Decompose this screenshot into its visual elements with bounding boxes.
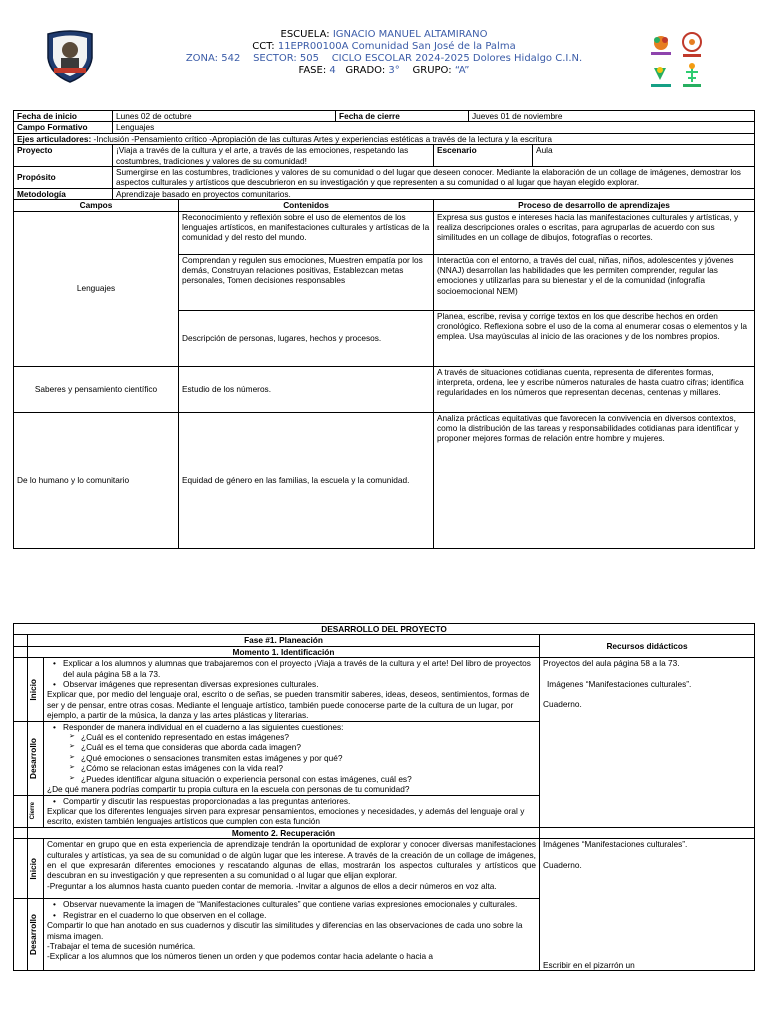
fecha-cierre-label: Fecha de cierre	[336, 111, 469, 122]
grado-value: 3°	[388, 65, 400, 76]
m1-inicio-row	[14, 658, 755, 721]
col-contenidos: Contenidos	[179, 200, 434, 211]
ejes-cell	[14, 133, 755, 144]
contenido-cell: Reconocimiento y reflexión sobre el uso de elementos de los lenguajes artísticos, en manifestaciones culturales y artísticas de la comunidad y del resto del mundo.	[179, 211, 434, 254]
m1-cierre-content	[44, 795, 540, 827]
list-item: ➢ ¿Cuál es el contenido representado en estas imágenes?	[81, 732, 536, 742]
list-item: ➢ ¿Qué emociones o sensaciones transmiten estas imágenes y por qué?	[81, 753, 536, 763]
desarrollo-table	[13, 623, 755, 971]
col-header-row	[14, 200, 755, 211]
proceso-cell: Planea, escribe, revisa y corrige textos en los que describe hechos en orden cronológico. Reflexiona sobre el uso de la coma al enumerar cosas o elementos y la emplea. Usa mayúsculas al inicio de las oraciones y de los nombres propios.	[434, 310, 755, 366]
zona-label: ZONA:	[185, 53, 219, 64]
nem-logos	[646, 30, 708, 96]
school-line	[120, 29, 648, 41]
school-info	[120, 29, 648, 77]
proceso-cell: A través de situaciones cotidianas cuenta, representa de diferentes formas, interpreta, ordena, lee y escribe números naturales de hasta cuatro cifras; identifica regularidades en los números que representan decenas, centenas y millares.	[434, 366, 755, 412]
cct-label: CCT:	[252, 41, 275, 52]
recurso-item: Cuaderno.	[543, 859, 582, 870]
paragraph: -Trabajar el tema de sucesión numérica.	[47, 940, 196, 951]
sector-label: SECTOR:	[253, 53, 297, 64]
m1-desarrollo-content	[44, 721, 540, 795]
paragraph: Explicar que los diferentes lenguajes sirven para expresar pensamientos, emociones y necesidades, y además del lenguaje oral y escrito, existen también lenguajes artísticos que cumplen con esta función	[47, 805, 525, 827]
col-campos: Campos	[14, 200, 179, 211]
grado-label: GRADO:	[345, 65, 386, 76]
desarrollo-title: DESARROLLO DEL PROYECTO	[14, 624, 755, 635]
ejes-row	[14, 133, 755, 144]
sector-value: 505	[299, 53, 319, 64]
proceso-cell: Expresa sus gustos e intereses hacia las manifestaciones culturales y artísticas, y realiza descripciones orales o escritas, para agruparlas de acuerdo con sus similitudes en un collage de dibujos, fotografías o recortes.	[434, 211, 755, 254]
proceso-cell: Analiza prácticas equitativas que favorecen la convivencia en diversos contextos, como la distribución de las tareas y responsabilidades cotidianas para identificar y proponer mejores formas de relación entre hombre y mujeres.	[434, 412, 755, 548]
school-label: ESCUELA:	[280, 29, 330, 40]
proposito-row	[14, 167, 755, 189]
campo-saberes: Saberes y pensamiento científico	[14, 366, 179, 412]
escenario-label: Escenario	[434, 145, 533, 167]
contenido-cell: Estudio de los números.	[179, 366, 434, 412]
cct-value: 11EPR00100A Comunidad San José de la Palma	[277, 41, 516, 52]
paragraph: -Preguntar a los alumnos hasta cuanto pueden contar de memoria. -Invitar a algunos de ellos a decir números en voz alta.	[47, 880, 497, 891]
contenido-cell: Comprendan y regulen sus emociones, Muestren empatía por los demás, Construyan relaciones positivas, Establezcan metas personales, Tomen decisiones responsables	[179, 254, 434, 310]
list-item: • Responder de manera individual en el cuaderno a las siguientes cuestiones:	[63, 722, 536, 732]
paragraph: Comentar en grupo que en esta experiencia de aprendizaje tendrán la oportunidad de explorar y conocer diversas manifestaciones culturales y artísticas, ya sea de su comunidad o de algún lugar que les interese. A través de la creación de un collage de imágenes, en el que expresarán diferentes emociones y rescatando algunas de ellas, mostrarán los aspectos culturales y artísticos que descubran en su investigación y que representen a su comunidad o al lugar que elijan explorar.	[47, 839, 536, 881]
plan-table	[13, 110, 755, 549]
recurso-item: Imágenes “Manifestaciones culturales”.	[543, 839, 688, 850]
table-row	[14, 211, 755, 254]
m2-inicio-row	[14, 839, 755, 899]
ejes-value: -Inclusión -Pensamiento crítico -Apropiación de las culturas Artes y experiencias estéticas a través de la lectura y la escritura	[91, 133, 552, 144]
recurso-item: Proyectos del aula página 58 a la 73.	[543, 658, 680, 669]
momento2-title: Momento 2. Recuperación	[28, 827, 540, 838]
paragraph: -Explicar a los alumnos que los números tienen un orden y que podemos contar hacia adelante o hacia a	[47, 951, 434, 962]
proyecto-row	[14, 145, 755, 167]
table-row	[14, 366, 755, 412]
list-item: ➢ ¿Cuál es el tema que consideras que aborda cada imagen?	[81, 742, 536, 752]
fecha-inicio-value: Lunes 02 de octubre	[113, 111, 336, 122]
table-row	[14, 412, 755, 548]
fase-row	[14, 635, 755, 646]
contenido-cell: Descripción de personas, lugares, hechos y procesos.	[179, 310, 434, 366]
m2-recursos	[540, 839, 755, 971]
campo-formativo-value: Lenguajes	[113, 122, 755, 133]
recurso-item: Imágenes “Manifestaciones culturales”.	[547, 678, 692, 689]
m1-inicio-content	[44, 658, 540, 721]
col-proceso: Proceso de desarrollo de aprendizajes	[434, 200, 755, 211]
proceso-cell: Interactúa con el entorno, a través del cual, niñas, niños, adolescentes y jóvenes (NNAJ) desarrollan las habilidades que les permiten comprender, regular las emociones y utilizarlas para su bienestar y el de la comunidad (infografía socioemocional NEM)	[434, 254, 755, 310]
list-item: • Registrar en el cuaderno lo que observen en el collage.	[63, 910, 536, 920]
m2-inicio-content	[44, 839, 540, 899]
paragraph: Explicar que, por medio del lenguaje oral, escrito o de señas, se pueden transmitir saberes, ideas, deseos, sentimientos, formas de ser y de pensar, entre otras cosas. Mediante el lenguaje artístico, también puede conocerse parte de la cultura de un lugar, por ejemplo, a partir de la música, la danza y las artes plásticas y literarias.	[47, 689, 530, 721]
school-name: IGNACIO MANUEL ALTAMIRANO	[332, 29, 488, 40]
campo-humano: De lo humano y lo comunitario	[14, 412, 179, 548]
proyecto-label: Proyecto	[14, 145, 113, 167]
document-header	[0, 0, 768, 110]
ciclo-label: CICLO ESCOLAR	[331, 53, 412, 64]
list-item: ➢ ¿Puedes identificar alguna situación o experiencia personal con estas imágenes, cuál es?	[81, 774, 536, 784]
ejes-label: Ejes articuladores:	[17, 133, 92, 144]
list-item: ➢ ¿Cómo se relacionan estas imágenes con la vida real?	[81, 763, 536, 773]
m1-desarrollo-label: Desarrollo	[28, 721, 44, 795]
m2-desarrollo-content	[44, 899, 540, 971]
grupo-label: GRUPO:	[412, 65, 452, 76]
escenario-value: Aula	[533, 145, 755, 167]
m1-inicio-label: Inicio	[28, 658, 44, 721]
fase-title: Fase #1. Planeación	[28, 635, 540, 646]
paragraph: ¿De qué manera podrías compartir tu propia cultura en la escuela con personas de tu comunidad?	[47, 784, 410, 795]
recurso-item: Escribir en el pizarrón un	[543, 959, 635, 970]
ciclo-value: 2024-2025 Dolores Hidalgo C.I.N.	[415, 53, 583, 64]
fase-label: FASE:	[298, 65, 327, 76]
fecha-cierre-value: Jueves 01 de noviembre	[469, 111, 755, 122]
cct-line	[120, 41, 648, 53]
campo-lenguajes: Lenguajes	[14, 211, 179, 366]
contenido-cell: Equidad de género en las familias, la escuela y la comunidad.	[179, 412, 434, 548]
zona-value: 542	[221, 53, 241, 64]
metodologia-value: Aprendizaje basado en proyectos comunitarios.	[113, 188, 755, 199]
zona-line	[120, 53, 648, 65]
school-logo	[44, 28, 96, 84]
proposito-label: Propósito	[14, 167, 113, 189]
m2-inicio-label: Inicio	[28, 839, 44, 899]
fase-line	[120, 65, 648, 77]
list-item: • Explicar a los alumnos y alumnas que trabajaremos con el proyecto ¡Viaja a través de la cultura y el arte! Del libro de proyectos del aula página 58 a la 73.	[63, 658, 536, 679]
momento1-title: Momento 1. Identificación	[28, 646, 540, 657]
fase-value: 4	[329, 65, 336, 76]
recursos-header: Recursos didácticos	[540, 635, 755, 658]
m1-cierre-label: Cierre	[28, 795, 44, 827]
momento2-row	[14, 827, 755, 838]
recurso-item: Cuaderno.	[543, 699, 582, 710]
proyecto-value: ¡Viaja a través de la cultura y el arte, a través de las emociones, respetando las costumbres, tradiciones y valores de su comunidad!	[113, 145, 434, 167]
metodologia-label: Metodología	[14, 188, 113, 199]
fecha-inicio-label: Fecha de inicio	[14, 111, 113, 122]
campo-formativo-label: Campo Formativo	[14, 122, 113, 133]
proposito-value: Sumergirse en las costumbres, tradiciones y valores de su comunidad o del lugar que deseen conocer. Mediante la elaboración de un collage de imágenes, demostrar los aspectos culturales y artísticos que descubrieron en su investigación y que representen a su comunidad o al lugar que hayan elegido explorar.	[113, 167, 755, 189]
list-item: • Observar nuevamente la imagen de “Manifestaciones culturales” que contiene varias expresiones emocionales y culturales.	[63, 899, 536, 909]
paragraph: Compartir lo que han anotado en sus cuadernos y discutir las similitudes y diferencias en las observaciones de cada uno sobre la misma imagen.	[47, 920, 523, 941]
list-item: • Compartir y discutir las respuestas proporcionadas a las preguntas anteriores.	[63, 796, 536, 806]
m2-desarrollo-label: Desarrollo	[28, 899, 44, 971]
metodologia-row	[14, 188, 755, 199]
m1-recursos	[540, 658, 755, 828]
fechas-row	[14, 111, 755, 122]
desarrollo-title-row	[14, 624, 755, 635]
grupo-value: “A”	[454, 65, 470, 76]
campo-row	[14, 122, 755, 133]
list-item: • Observar imágenes que representan diversas expresiones culturales.	[63, 679, 536, 689]
